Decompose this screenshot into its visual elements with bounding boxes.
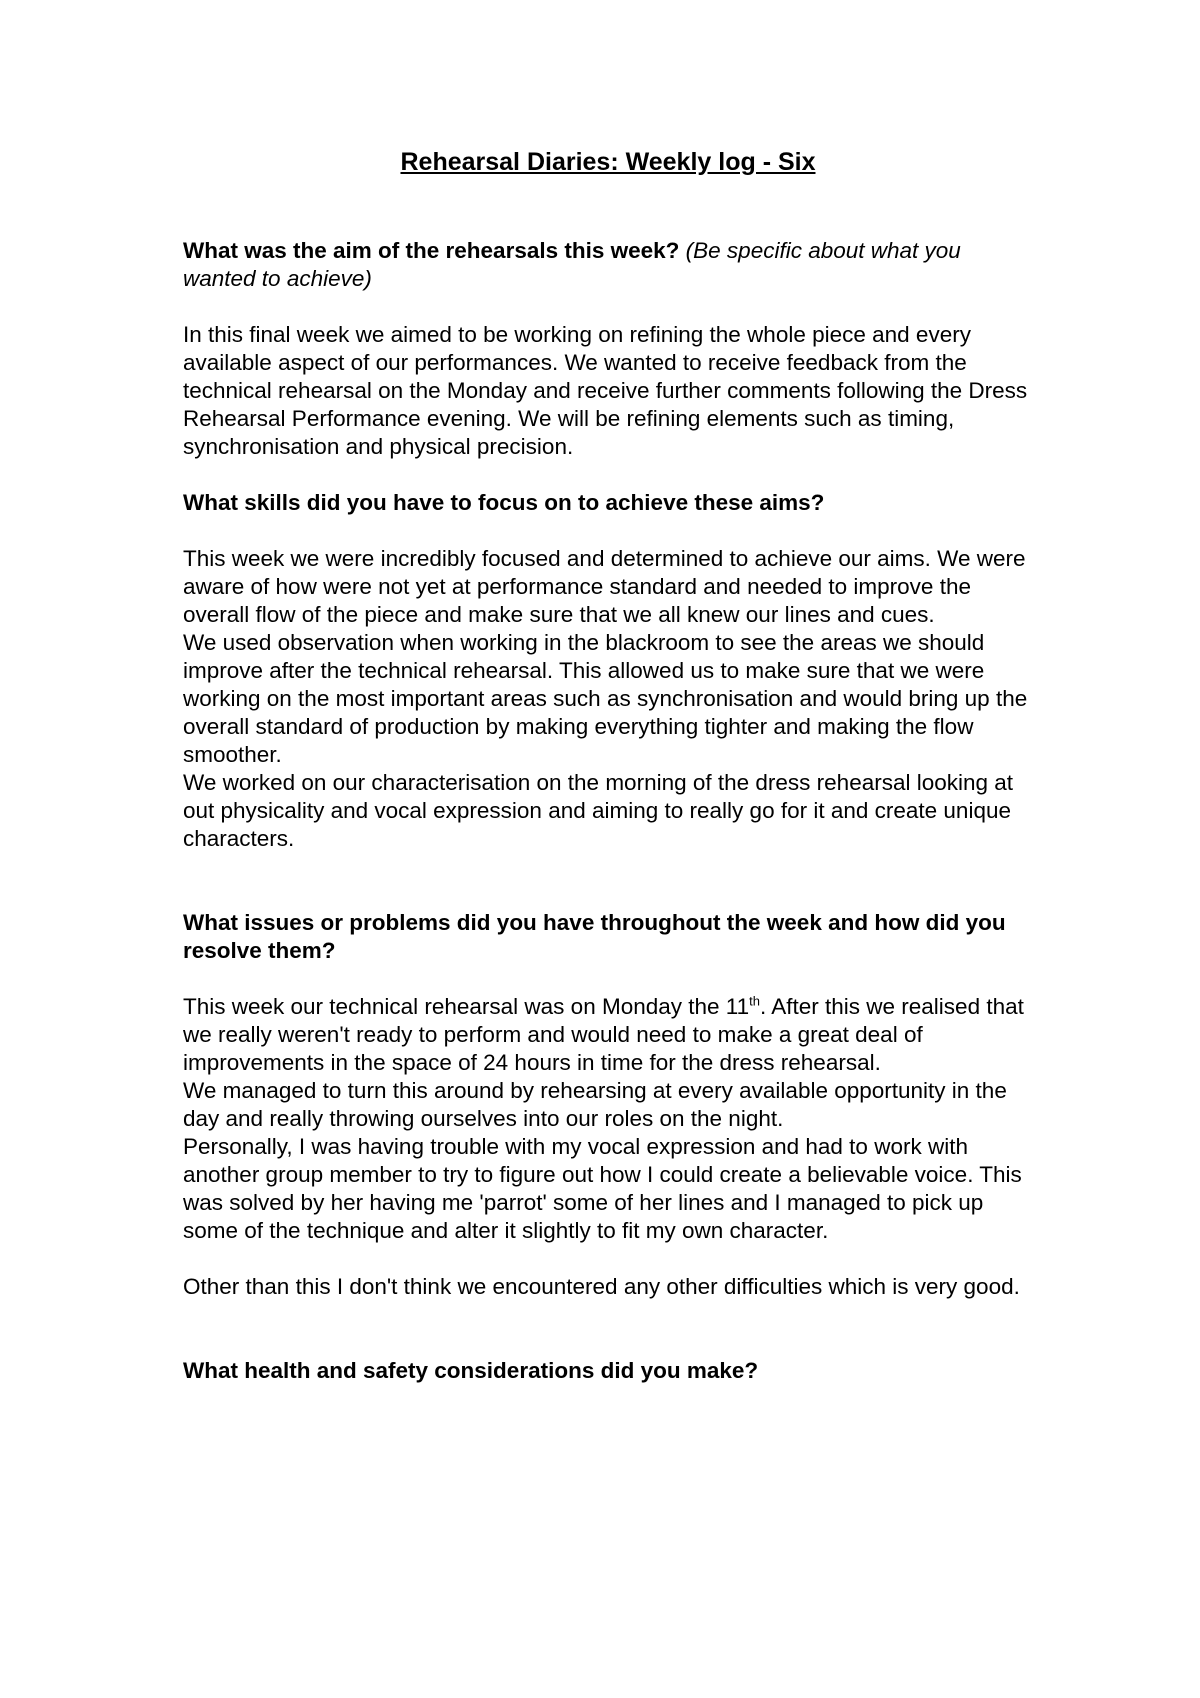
answer-issues-p1-start: This week our technical rehearsal was on Monday the 11 (183, 994, 750, 1019)
answer-skills-paragraph-3: We worked on our characterisation on the morning of the dress rehearsal looking at out physicality and vocal expression and aiming to really go for it and create unique characters. (183, 770, 1014, 851)
question-aims-hint: (Be specific about what you wanted to achieve) (183, 238, 961, 291)
answer-issues-paragraph-2: We managed to turn this around by rehearsing at every available opportunity in the day and really throwing ourselves into our roles on the night. (183, 1078, 1007, 1131)
ordinal-suffix: th (749, 993, 760, 1009)
answer-skills-paragraph-1: This week we were incredibly focused and determined to achieve our aims. We were aware of how were not yet at performance standard and needed to improve the overall flow of the piece and make sure that we all knew our lines and cues. (183, 546, 1026, 627)
question-skills: What skills did you have to focus on to achieve these aims? (183, 490, 825, 515)
answer-issues-p1-end: . After this we realised that we really weren't ready to perform and would need to make a great deal of improvements in the space of 24 hours in time for the dress rehearsal. (183, 994, 1024, 1075)
answer-skills-paragraph-2: We used observation when working in the blackroom to see the areas we should improve after the technical rehearsal. This allowed us to make sure that we were working on the most important areas such as synchronisation and would bring up the overall standard of production by making everything tighter and making the flow smoother. (183, 630, 1028, 767)
answer-aims: In this final week we aimed to be working on refining the whole piece and every available aspect of our performances. We wanted to receive feedback from the technical rehearsal on the Monday and receive further comments following the Dress Rehearsal Performance evening. We will be refining elements such as timing, synchronisation and physical precision. (183, 322, 1028, 459)
question-aims-text: What was the aim of the rehearsals this week? (183, 238, 680, 263)
document-body (183, 145, 1033, 1385)
answer-issues-paragraph-3: Personally, I was having trouble with my vocal expression and had to work with another group member to try to figure out how I could create a believable voice. This was solved by her having me 'parrot' some of her lines and I managed to pick up some of the technique and alter it slightly to fit my own character. (183, 1134, 1022, 1243)
question-aims (183, 237, 1033, 293)
document-title: Rehearsal Diaries: Weekly log - Six (400, 148, 816, 176)
answer-issues-paragraph-4: Other than this I don't think we encountered any other difficulties which is very good. (183, 1274, 1020, 1299)
question-issues: What issues or problems did you have throughout the week and how did you resolve them? (183, 910, 1006, 963)
question-health-safety: What health and safety considerations did you make? (183, 1358, 759, 1383)
answer-issues-paragraph-1 (183, 993, 1033, 1077)
